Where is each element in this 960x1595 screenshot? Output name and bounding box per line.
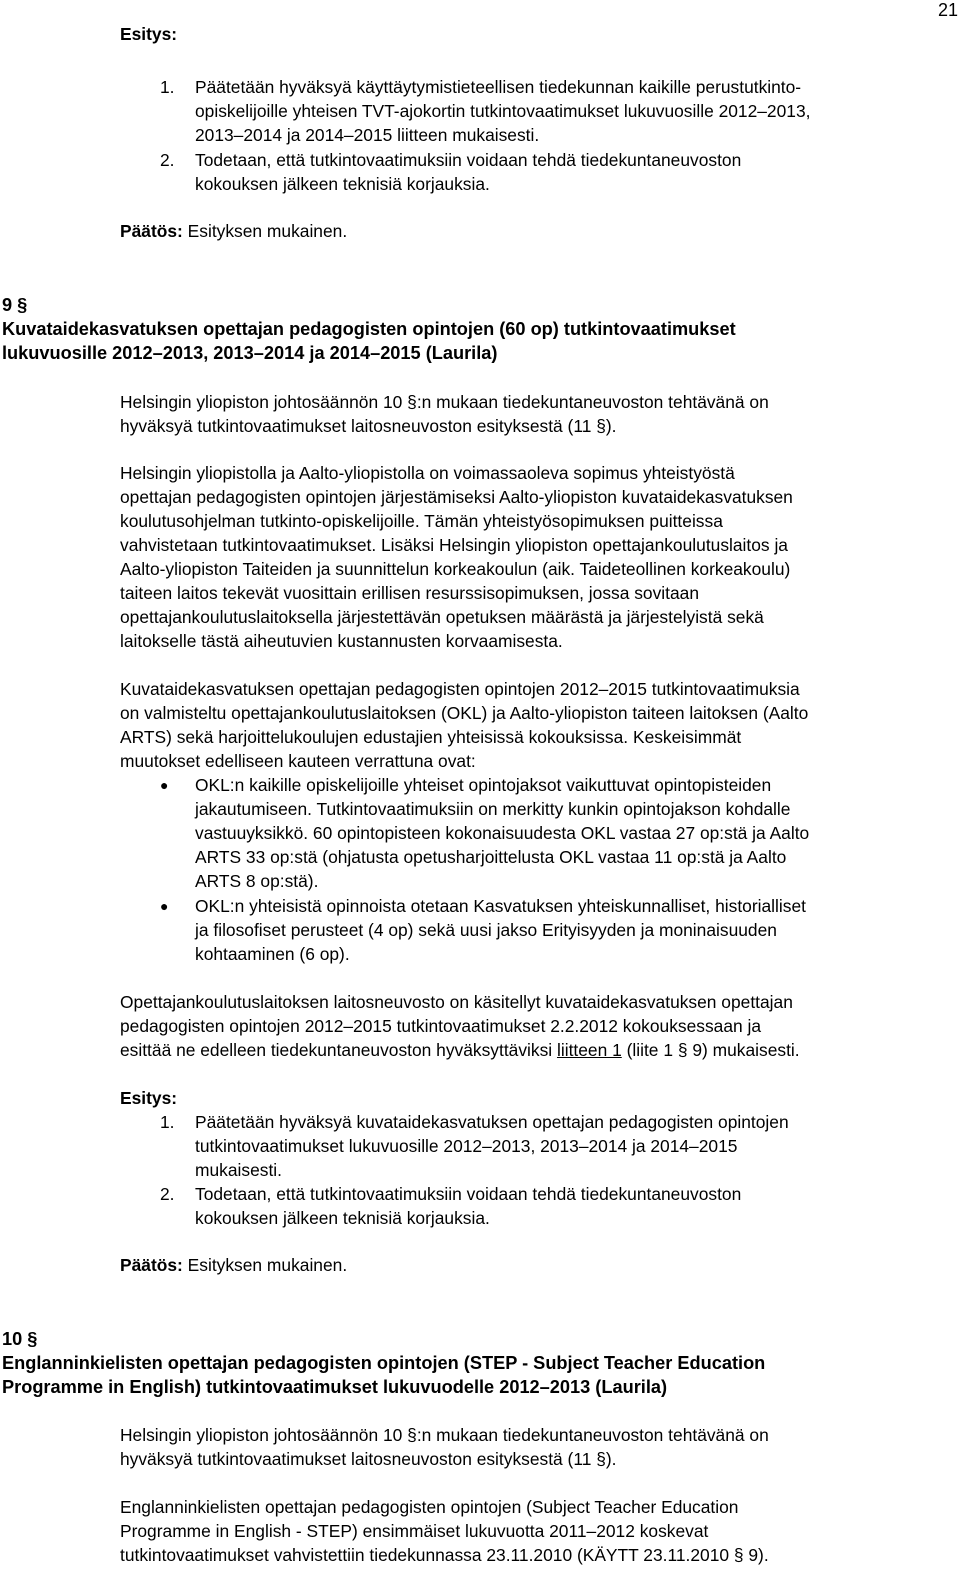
list-item-text: tutkintovaatimukset lukuvuosille 2012–2013, 2013–2014 ja 2014–2015 [195,1136,738,1156]
paragraph-line: taiteen laitos tekevät vuosittain erillisen resurssisopimuksen, jossa sovitaan [120,583,700,603]
bullet-text: ARTS 33 op:stä (ohjatusta opetusharjoittelusta OKL vastaa 11 op:stä ja Aalto [195,847,787,867]
paragraph-line: muutokset edelliseen kauteen verrattuna ovat: [120,751,476,771]
section-title: lukuvuosille 2012–2013, 2013–2014 ja 2014–2015 (Laurila) [2,343,498,363]
paragraph-line: koulutusohjelman tutkinto-opiskelijoille. Tämän yhteistyösopimuksen puitteissa [120,511,723,531]
paragraph-line: opettajan pedagogisten opintojen järjestämiseksi Aalto-yliopiston kuvataidekasvatuksen [120,487,793,507]
paragraph-line [120,1038,800,1062]
list-item-text: kokouksen jälkeen teknisiä korjauksia. [195,1208,490,1228]
paragraph-line: tutkintovaatimukset vahvistettiin tiedekunnassa 23.11.2010 (KÄYTT 23.11.2010 § 9). [120,1545,769,1565]
list-item-text: kokouksen jälkeen teknisiä korjauksia. [195,174,490,194]
paragraph-line: Programme in English - STEP) ensimmäiset lukuvuotta 2011–2012 koskevat [120,1521,709,1541]
paragraph-line: on valmisteltu opettajankoulutuslaitoksen (OKL) ja Aalto-yliopiston taiteen laitoksen (Aalto [120,703,809,723]
paragraph-line: laitokselle tästä aiheutuvien kustannusten korvaamisesta. [120,631,563,651]
paragraph-line: Englanninkielisten opettajan pedagogisten opintojen (Subject Teacher Education [120,1497,739,1517]
decision-label: Päätös: [120,221,183,241]
paragraph-line: hyväksyä tutkintovaatimukset laitosneuvoston esityksestä (11 §). [120,416,617,436]
proposal-label: Esitys: [120,24,178,44]
attachment-link[interactable]: liitteen 1 [556,1040,622,1060]
bullet-text: OKL:n kaikille opiskelijoille yhteiset opintojaksot vaikuttuvat opintopisteiden [195,775,772,795]
decision-label: Päätös: [120,1255,183,1275]
bullet-text: jakautumiseen. Tutkintovaatimuksiin on merkitty kunkin opintojakson kohdalle [195,799,791,819]
page-number: 21 [937,0,958,20]
paragraph-line: hyväksyä tutkintovaatimukset laitosneuvoston esityksestä (11 §). [120,1449,617,1469]
paragraph-text: esittää ne edelleen tiedekuntaneuvoston hyväksyttäviksi [120,1040,557,1060]
paragraph-text: (liite 1 § 9) mukaisesti. [621,1040,800,1060]
paragraph-line: Helsingin yliopiston johtosäännön 10 §:n mukaan tiedekuntaneuvoston tehtävänä on [120,1425,769,1445]
paragraph-line: Helsingin yliopistolla ja Aalto-yliopistolla on voimassaoleva sopimus yhteistyöstä [120,463,735,483]
list-item-text: Todetaan, että tutkintovaatimuksiin voidaan tehdä tiedekuntaneuvoston [195,1184,742,1204]
bullet-text: ARTS 8 op:stä). [195,871,319,891]
decision-text: Esityksen mukainen. [187,1255,348,1275]
list-item-number: 2. [160,150,175,170]
list-item-text: opiskelijoille yhteisen TVT-ajokortin tutkintovaatimukset lukuvuosille 2012–2013, [195,101,811,121]
decision [120,219,347,243]
section-title: Programme in English) tutkintovaatimukset lukuvuodelle 2012–2013 (Laurila) [2,1377,668,1397]
section-number: 10 § [2,1329,38,1349]
bullet-icon: ● [160,898,169,914]
list-item-text: Päätetään hyväksyä käyttäytymistieteellisen tiedekunnan kaikille perustutkinto- [195,77,802,97]
paragraph-line: Aalto-yliopiston Taiteiden ja suunnittelun korkeakoulun (aik. Taideteollinen korkeakoulu) [120,559,791,579]
bullet-text: kohtaaminen (6 op). [195,944,350,964]
paragraph-line: opettajankoulutuslaitoksella järjestettävän opetuksen määrästä ja järjestelyistä sekä [120,607,764,627]
paragraph-line: Helsingin yliopiston johtosäännön 10 §:n mukaan tiedekuntaneuvoston tehtävänä on [120,392,769,412]
list-item-text: Todetaan, että tutkintovaatimuksiin voidaan tehdä tiedekuntaneuvoston [195,150,742,170]
proposal-label: Esitys: [120,1088,178,1108]
decision [120,1253,347,1277]
list-item-number: 2. [160,1184,175,1204]
decision-text: Esityksen mukainen. [187,221,348,241]
bullet-text: vastuuyksikkö. 60 opintopisteen kokonaisuudesta OKL vastaa 27 op:stä ja Aalto [195,823,810,843]
list-item-text: mukaisesti. [195,1160,282,1180]
paragraph-line: Opettajankoulutuslaitoksen laitosneuvosto on käsitellyt kuvataidekasvatuksen opettajan [120,992,793,1012]
paragraph-line: pedagogisten opintojen 2012–2015 tutkintovaatimukset 2.2.2012 kokouksessaan ja [120,1016,762,1036]
bullet-text: ja filosofiset perusteet (4 op) sekä uusi jakso Erityisyyden ja moninaisuuden [195,920,777,940]
section-title: Kuvataidekasvatuksen opettajan pedagogisten opintojen (60 op) tutkintovaatimukset [2,319,736,339]
list-item-number: 1. [160,77,175,97]
list-item-number: 1. [160,1112,175,1132]
paragraph-line: ARTS) sekä harjoittelukoulujen edustajien yhteisissä kokouksissa. Keskeisimmät [120,727,742,747]
bullet-icon: ● [160,777,169,793]
section-number: 9 § [2,295,28,315]
bullet-text: OKL:n yhteisistä opinnoista otetaan Kasvatuksen yhteiskunnalliset, historialliset [195,896,806,916]
list-item-text: 2013–2014 ja 2014–2015 liitteen mukaisesti. [195,125,540,145]
list-item-text: Päätetään hyväksyä kuvataidekasvatuksen opettajan pedagogisten opintojen [195,1112,789,1132]
section-title: Englanninkielisten opettajan pedagogisten opintojen (STEP - Subject Teacher Education [2,1353,766,1373]
paragraph-line: Kuvataidekasvatuksen opettajan pedagogisten opintojen 2012–2015 tutkintovaatimuksia [120,679,800,699]
paragraph-line: vahvistetaan tutkintovaatimukset. Lisäksi Helsingin yliopiston opettajankoulutuslaitos ja [120,535,788,555]
